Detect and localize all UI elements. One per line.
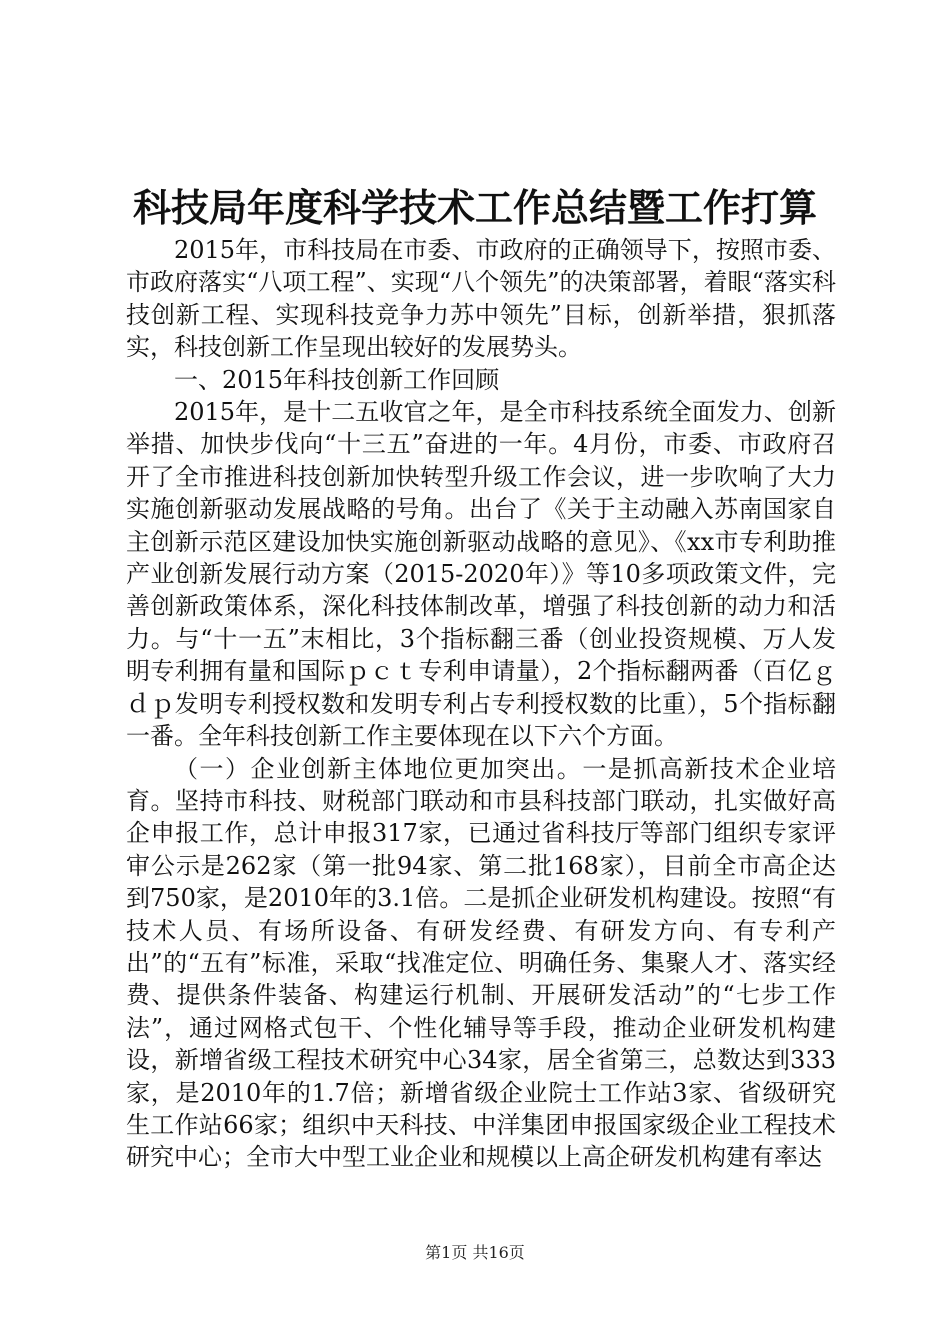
page-number: 第1页 共16页 xyxy=(425,1243,525,1262)
paragraph-intro: 2015年，市科技局在市委、市政府的正确领导下，按照市委、市政府落实“八项工程”、实现“八个领先”的决策部署，着眼“落实科技创新工程、实现科技竞争力苏中领先”目标，创新举措，狠抓落实，科技创新工作呈现出较好的发展势头。 xyxy=(126,236,836,362)
document-title: 科技局年度科学技术工作总结暨工作打算 xyxy=(132,185,817,230)
page-footer xyxy=(0,1241,950,1265)
paragraph-review: 2015年，是十二五收官之年，是全市科技系统全面发力、创新举措、加快步伐向“十三五”奋进的一年。4月份，市委、市政府召开了全市推进科技创新加快转型升级工作会议，进一步吹响了大力实施创新驱动发展战略的号角。出台了《关于主动融入苏南国家自主创新示范区建设加快实施创新驱动战略的意见》、《xx市专利助推产业创新发展行动方案（2015-2020年）》等10多项政策文件，完善创新政策体系，深化科技体制改革，增强了科技创新的动力和活力。与“十一五”末相比，3个指标翻三番（创业投资规模、万人发明专利拥有量和国际ｐｃｔ专利申请量），2个指标翻两番（百亿ｇｄｐ发明专利授权数和发明专利占专利授权数的比重），5个指标翻一番。全年科技创新工作主要体现在以下六个方面。 xyxy=(126,398,836,751)
document-body xyxy=(126,234,836,1174)
paragraph-enterprise: （一）企业创新主体地位更加突出。一是抓高新技术企业培育。坚持市科技、财税部门联动和市县科技部门联动，扎实做好高企申报工作，总计申报317家，已通过省科技厅等部门组织专家评审公示是262家（第一批94家、第二批168家），目前全市高企达到750家，是2010年的3.1倍。二是抓企业研发机构建设。按照“有技术人员、有场所设备、有研发经费、有研发方向、有专利产出”的“五有”标准，采取“找准定位、明确任务、集聚人才、落实经费、提供条件装备、构建运行机制、开展研发活动”的“七步工作法”，通过网格式包干、个性化辅导等手段，推动企业研发机构建设，新增省级工程技术研究中心34家，居全省第三，总数达到333家，是2010年的1.7倍；新增省级企业院士工作站3家、省级研究生工作站66家；组织中天科技、中洋集团申报国家级企业工程技术研究中心；全市大中型工业企业和规模以上高企研发机构建有率达 xyxy=(126,754,836,1172)
section-heading: 一、2015年科技创新工作回顾 xyxy=(174,365,500,394)
